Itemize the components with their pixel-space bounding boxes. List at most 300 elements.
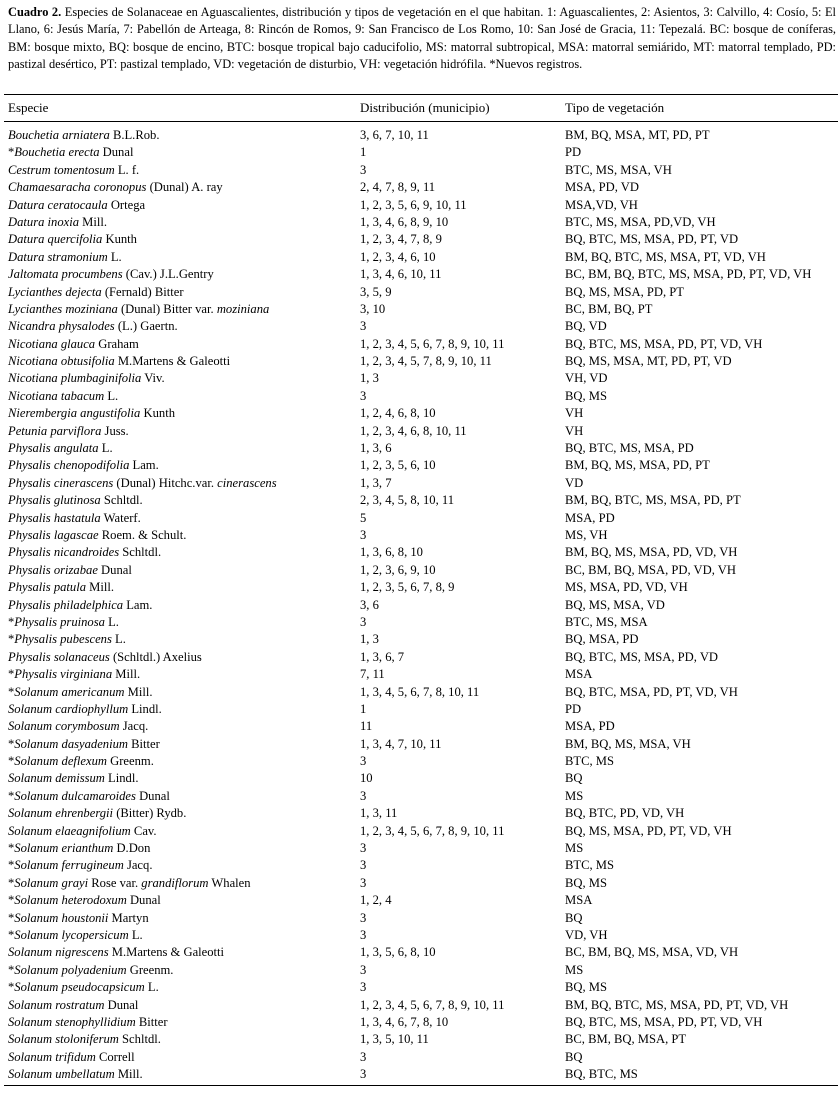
species-name: Physalis cinerascens — [8, 475, 114, 490]
vegetation-cell: BTC, MS — [565, 858, 614, 873]
species-name: Physalis solanaceus — [8, 649, 110, 664]
vegetation-cell: BQ, BTC, MS, MSA, PD, PT, VD, VH — [565, 1014, 763, 1029]
species-author: L. — [107, 249, 122, 264]
species-cell — [8, 179, 223, 196]
species-author: (Dunal) A. ray — [146, 180, 223, 195]
species-cell — [8, 840, 150, 857]
species-cell — [8, 823, 157, 840]
species-cell — [8, 997, 138, 1014]
distribution-cell: 3, 6, 7, 10, 11 — [360, 128, 429, 142]
new-record-mark: * — [8, 980, 15, 995]
table-row — [0, 127, 840, 144]
species-cell — [8, 927, 143, 944]
distribution-cell: 1, 2, 3, 4, 5, 7, 8, 9, 10, 11 — [360, 354, 492, 369]
species-author: L. — [111, 632, 126, 647]
distribution-cell: 1, 3, 7 — [360, 475, 392, 490]
distribution-cell: 3 — [360, 841, 367, 856]
species-cell — [8, 579, 114, 596]
distribution-cell: 1, 3, 4, 6, 7, 8, 10 — [360, 1014, 449, 1029]
species-cell — [8, 336, 139, 353]
species-cell — [8, 684, 152, 701]
distribution-cell: 1, 2, 3, 5, 6, 10 — [360, 458, 436, 473]
species-author: (Dunal) Hitchc.var. — [113, 475, 218, 490]
vegetation-cell: BM, BQ, MS, MSA, PD, VD, VH — [565, 545, 738, 560]
table-row — [0, 736, 840, 753]
vegetation-cell: BC, BM, BQ, PT — [565, 301, 653, 316]
species-name: Physalis orizabae — [8, 562, 98, 577]
vegetation-cell: VH, VD — [565, 371, 608, 386]
table-row — [0, 405, 840, 422]
species-name: Solanum polyadenium — [14, 962, 127, 977]
species-name: Physalis glutinosa — [8, 493, 101, 508]
distribution-cell: 3 — [360, 319, 367, 334]
species-author: Jacq. — [119, 719, 149, 734]
species-cell — [8, 544, 161, 561]
species-cell — [8, 301, 269, 318]
species-author: Schltdl. — [119, 545, 162, 560]
new-record-mark: * — [8, 927, 15, 942]
distribution-cell: 3 — [360, 527, 367, 542]
table-row — [0, 266, 840, 283]
vegetation-cell: BQ, BTC, MS — [565, 1067, 638, 1082]
species-author: (Cav.) J.L.Gentry — [122, 267, 214, 282]
species-author: Schltdl. — [100, 493, 143, 508]
species-author: Lindl. — [104, 771, 139, 786]
vegetation-cell: BTC, MS — [565, 754, 614, 769]
distribution-cell: 2, 4, 7, 8, 9, 11 — [360, 180, 436, 195]
distribution-cell: 1 — [360, 701, 367, 716]
species-cell — [8, 457, 159, 474]
distribution-cell: 1, 3, 4, 6, 8, 9, 10 — [360, 214, 449, 229]
vegetation-cell: MSA, PD — [565, 510, 615, 525]
species-author: Bitter — [135, 1014, 168, 1029]
species-name: Solanum grayi — [14, 875, 89, 890]
vegetation-cell: BM, BQ, BTC, MS, MSA, PT, VD, VH — [565, 249, 766, 264]
species-author: Waterf. — [100, 510, 141, 525]
species-author: Lam. — [123, 597, 153, 612]
species-author: Mill. — [124, 684, 153, 699]
species-author: Bitter — [127, 736, 160, 751]
caption-text: Especies de Solanaceae en Aguascalientes, distribución y tipos de vegetación en el que habitan. 1: Aguascalientes, 2: Asientos, 3: Calvillo, 4: Cosío, 5: El Llano, 6: Jesús María, 7: Pabellón de Arteaga, 8: Rincón de Romos, 9: San Francisco de Los Romo, 10: San José de Gracia, 11: Tepezalá. BC: bosque de coníferas, BM: bosque mixto, BQ: bosque de encino, BTC: bosque tropical bajo caducifolio, MS: matorral subtropical, MSA: matorral semiárido, MT: matorral templado, PD: pastizal desértico, PT: pastizal templado, VD: vegetación de disturbio, VH: vegetación hidrófila. *Nuevos registros. — [8, 5, 836, 72]
species-name: Nicotiana glauca — [8, 336, 96, 351]
distribution-cell: 1, 3, 5, 10, 11 — [360, 1032, 429, 1047]
species-author: (L.) Gaertn. — [114, 319, 178, 334]
distribution-cell: 1, 3, 6, 8, 10 — [360, 545, 423, 560]
new-record-mark: * — [8, 684, 15, 699]
vegetation-cell: BQ, MS — [565, 875, 607, 890]
distribution-cell: 3 — [360, 1067, 367, 1082]
species-cell — [8, 701, 162, 718]
species-author: L. — [98, 441, 113, 456]
species-author: Roem. & Schult. — [98, 527, 187, 542]
table-row — [0, 614, 840, 631]
distribution-cell: 7, 11 — [360, 667, 385, 682]
species-name: Petunia parviflora — [8, 423, 102, 438]
distribution-cell: 1, 3 — [360, 632, 379, 647]
species-name: Solanum corymbosum — [8, 719, 120, 734]
species-author: (Fernald) Bitter — [101, 284, 184, 299]
species-author: L. — [128, 927, 143, 942]
vegetation-cell: BQ, MS, MSA, PD, PT — [565, 284, 684, 299]
vegetation-cell: BQ, BTC, MSA, PD, PT, VD, VH — [565, 684, 738, 699]
distribution-cell: 1, 3, 4, 7, 10, 11 — [360, 736, 442, 751]
species-cell — [8, 736, 160, 753]
species-cell — [8, 1014, 168, 1031]
species-author: Juss. — [101, 423, 129, 438]
vegetation-cell: VD, VH — [565, 927, 608, 942]
species-name: Cestrum tomentosum — [8, 162, 115, 177]
vegetation-cell: BQ, BTC, MS, MSA, PD, PT, VD, VH — [565, 336, 763, 351]
new-record-mark: * — [8, 962, 15, 977]
header-species: Especie — [8, 100, 49, 115]
vegetation-cell: BQ, MS — [565, 980, 607, 995]
distribution-cell: 1, 3, 6, 7 — [360, 649, 405, 664]
table-row — [0, 249, 840, 266]
species-cell — [8, 510, 141, 527]
vegetation-cell: BM, BQ, MS, MSA, VH — [565, 736, 691, 751]
species-author: Correll — [95, 1049, 135, 1064]
species-author: M.Martens & Galeotti — [114, 354, 231, 369]
species-cell — [8, 788, 170, 805]
vegetation-cell: BQ, VD — [565, 319, 607, 334]
table-row — [0, 962, 840, 979]
species-name: Solanum heterodoxum — [14, 893, 127, 908]
species-cell — [8, 805, 186, 822]
species-name: grandiflorum — [141, 875, 209, 890]
table-row — [0, 231, 840, 248]
species-cell — [8, 1031, 161, 1048]
species-name: Nicotiana obtusifolia — [8, 354, 115, 369]
species-author: Mill. — [114, 1067, 143, 1082]
species-cell — [8, 423, 129, 440]
table-row — [0, 701, 840, 718]
distribution-cell: 3 — [360, 788, 367, 803]
distribution-cell: 5 — [360, 510, 367, 525]
species-cell — [8, 649, 202, 666]
distribution-cell: 1, 2, 3, 5, 6, 7, 8, 9 — [360, 580, 455, 595]
species-cell — [8, 1066, 143, 1083]
distribution-cell: 1, 2, 3, 4, 5, 6, 7, 8, 9, 10, 11 — [360, 336, 505, 351]
species-cell — [8, 127, 159, 144]
species-cell — [8, 597, 152, 614]
table-row — [0, 770, 840, 787]
new-record-mark: * — [8, 788, 15, 803]
species-name: Solanum lycopersicum — [14, 927, 129, 942]
table-row — [0, 440, 840, 457]
species-cell — [8, 318, 178, 335]
species-cell — [8, 562, 132, 579]
species-author: Lam. — [129, 458, 159, 473]
species-name: Lycianthes dejecta — [8, 284, 102, 299]
distribution-cell: 3, 10 — [360, 301, 386, 316]
species-name: Nierembergia angustifolia — [8, 406, 141, 421]
species-name: Nicotiana plumbaginifolia — [8, 371, 142, 386]
table-row — [0, 979, 840, 996]
vegetation-cell: BM, BQ, BTC, MS, MSA, PD, PT, VD, VH — [565, 997, 789, 1012]
species-cell — [8, 353, 230, 370]
species-cell — [8, 910, 149, 927]
distribution-cell: 1, 3, 4, 6, 10, 11 — [360, 267, 442, 282]
vegetation-cell: BM, BQ, MS, MSA, PD, PT — [565, 458, 710, 473]
vegetation-cell: BQ — [565, 1049, 583, 1064]
new-record-mark: * — [8, 893, 15, 908]
vegetation-cell: BTC, MS, MSA, VH — [565, 162, 672, 177]
table-row — [0, 1066, 840, 1083]
species-author: Graham — [95, 336, 139, 351]
table-row — [0, 144, 840, 161]
vegetation-cell: MSA, PD, VD — [565, 180, 639, 195]
species-cell — [8, 753, 154, 770]
table-row — [0, 579, 840, 596]
species-name: Solanum nigrescens — [8, 945, 109, 960]
distribution-cell: 3 — [360, 962, 367, 977]
vegetation-cell: BQ, MS, MSA, PD, PT, VD, VH — [565, 823, 732, 838]
species-author: L. — [144, 980, 159, 995]
table-row — [0, 666, 840, 683]
table-row — [0, 927, 840, 944]
species-name: Bouchetia arniatera — [8, 128, 110, 142]
species-cell — [8, 284, 184, 301]
table-row — [0, 753, 840, 770]
species-author: (Schltdl.) Axelius — [109, 649, 202, 664]
species-name: Solanum cardiophyllum — [8, 701, 129, 716]
vegetation-cell: BC, BM, BQ, BTC, MS, MSA, PD, PT, VD, VH — [565, 267, 812, 282]
species-author: Kunth — [102, 232, 137, 247]
species-name: Solanum pseudocapsicum — [14, 980, 145, 995]
caption-label: Cuadro 2. — [8, 5, 62, 19]
table-row — [0, 388, 840, 405]
species-cell — [8, 614, 119, 631]
species-name: Nicotiana tabacum — [8, 388, 105, 403]
species-author: Rose var. — [88, 875, 142, 890]
vegetation-cell: MSA,VD, VH — [565, 197, 638, 212]
new-record-mark: * — [8, 736, 15, 751]
species-author: Dunal — [135, 788, 170, 803]
distribution-cell: 1, 2, 4 — [360, 893, 392, 908]
species-cell — [8, 388, 118, 405]
vegetation-cell: BTC, MS, MSA, PD,VD, VH — [565, 214, 716, 229]
species-name: Solanum elaeagnifolium — [8, 823, 131, 838]
table-row — [0, 1049, 840, 1066]
species-cell — [8, 231, 137, 248]
species-author: L. f. — [114, 162, 140, 177]
vegetation-cell: MS, MSA, PD, VD, VH — [565, 580, 688, 595]
distribution-cell: 1, 2, 3, 4, 5, 6, 7, 8, 9, 10, 11 — [360, 823, 505, 838]
table-row — [0, 179, 840, 196]
species-name: Bouchetia erecta — [14, 145, 100, 160]
species-author: L. — [104, 388, 119, 403]
table-row — [0, 544, 840, 561]
species-cell — [8, 631, 126, 648]
species-name: Physalis hastatula — [8, 510, 101, 525]
species-cell — [8, 875, 251, 892]
species-author: (Dunal) Bitter var. — [117, 301, 217, 316]
table-row — [0, 423, 840, 440]
table-row — [0, 1031, 840, 1048]
species-name: Physalis lagascae — [8, 527, 99, 542]
distribution-cell: 3 — [360, 980, 367, 995]
species-name: Solanum houstonii — [14, 910, 109, 925]
vegetation-cell: MSA — [565, 893, 593, 908]
vegetation-cell: VH — [565, 423, 584, 438]
species-author: Dunal — [126, 893, 161, 908]
new-record-mark: * — [8, 614, 15, 629]
table-caption — [8, 4, 836, 74]
distribution-cell: 3 — [360, 754, 367, 769]
vegetation-cell: MSA — [565, 667, 593, 682]
distribution-cell: 3 — [360, 162, 367, 177]
table-row — [0, 597, 840, 614]
distribution-cell: 1, 2, 3, 6, 9, 10 — [360, 562, 436, 577]
species-cell — [8, 770, 139, 787]
distribution-cell: 3, 6 — [360, 597, 379, 612]
table-row — [0, 997, 840, 1014]
species-cell — [8, 666, 140, 683]
species-cell — [8, 162, 139, 179]
vegetation-cell: BQ, MS — [565, 388, 607, 403]
species-author: B.L.Rob. — [109, 128, 160, 142]
species-cell — [8, 475, 277, 492]
species-cell — [8, 405, 175, 422]
distribution-cell: 1, 2, 3, 5, 6, 9, 10, 11 — [360, 197, 467, 212]
distribution-cell: 1, 3, 5, 6, 8, 10 — [360, 945, 436, 960]
vegetation-cell: BM, BQ, MSA, MT, PD, PT — [565, 128, 710, 142]
species-name: cinerascens — [217, 475, 277, 490]
table-row — [0, 944, 840, 961]
new-record-mark: * — [8, 910, 15, 925]
species-name: Physalis patula — [8, 580, 87, 595]
new-record-mark: * — [8, 875, 15, 890]
species-author: Greenm. — [106, 754, 154, 769]
species-name: Solanum stoloniferum — [8, 1032, 119, 1047]
species-name: Physalis nicandroides — [8, 545, 120, 560]
vegetation-cell: BQ, BTC, MS, MSA, PD — [565, 441, 694, 456]
species-author: Dunal — [99, 145, 134, 160]
new-record-mark: * — [8, 841, 15, 856]
vegetation-cell: PD — [565, 701, 582, 716]
species-name: Physalis chenopodifolia — [8, 458, 130, 473]
distribution-cell: 1, 3, 6 — [360, 441, 392, 456]
table-body — [0, 127, 840, 1083]
species-author: Kunth — [140, 406, 175, 421]
species-cell — [8, 944, 224, 961]
species-name: Nicandra physalodes — [8, 319, 115, 334]
species-name: Physalis angulata — [8, 441, 99, 456]
distribution-cell: 1, 2, 3, 4, 6, 8, 10, 11 — [360, 423, 467, 438]
species-name: Solanum ehrenbergii — [8, 806, 114, 821]
species-name: Solanum ferrugineum — [14, 858, 124, 873]
table-row — [0, 527, 840, 544]
distribution-cell: 2, 3, 4, 5, 8, 10, 11 — [360, 493, 454, 508]
species-cell — [8, 527, 186, 544]
vegetation-cell: BQ, BTC, MS, MSA, PD, VD — [565, 649, 719, 664]
table-row — [0, 197, 840, 214]
species-name: Solanum erianthum — [14, 841, 114, 856]
table-row — [0, 492, 840, 509]
species-name: Chamaesaracha coronopus — [8, 180, 147, 195]
vegetation-cell: VH — [565, 406, 584, 421]
species-cell — [8, 370, 165, 387]
table-row — [0, 336, 840, 353]
table-row — [0, 649, 840, 666]
species-author: Lindl. — [128, 701, 162, 716]
species-author: Mill. — [112, 667, 141, 682]
distribution-cell: 1, 2, 4, 6, 8, 10 — [360, 406, 436, 421]
table-row — [0, 788, 840, 805]
new-record-mark: * — [8, 667, 15, 682]
species-cell — [8, 892, 161, 909]
header-vegetation: Tipo de vegetación — [565, 100, 665, 115]
species-author: Jacq. — [123, 858, 153, 873]
distribution-cell: 1, 2, 3, 4, 5, 6, 7, 8, 9, 10, 11 — [360, 997, 505, 1012]
table-row — [0, 318, 840, 335]
distribution-cell: 1, 2, 3, 4, 6, 10 — [360, 249, 436, 264]
species-name: Datura quercifolia — [8, 232, 103, 247]
species-author: Cav. — [130, 823, 157, 838]
species-name: Lycianthes moziniana — [8, 301, 118, 316]
species-name: Solanum demissum — [8, 771, 105, 786]
table-row — [0, 214, 840, 231]
species-author: L. — [104, 614, 119, 629]
table-row — [0, 457, 840, 474]
species-name: Solanum rostratum — [8, 997, 105, 1012]
distribution-cell: 1, 3, 11 — [360, 806, 398, 821]
species-name: Solanum stenophyllidium — [8, 1014, 136, 1029]
vegetation-cell: BC, BM, BQ, MSA, PT — [565, 1032, 687, 1047]
species-cell — [8, 144, 133, 161]
species-cell — [8, 197, 145, 214]
table-row — [0, 1014, 840, 1031]
species-author: Mill. — [79, 214, 108, 229]
vegetation-cell: BQ, BTC, MS, MSA, PD, PT, VD — [565, 232, 739, 247]
species-author: D.Don — [113, 841, 151, 856]
vegetation-cell: PD — [565, 145, 582, 160]
new-record-mark: * — [8, 145, 15, 160]
vegetation-cell: MS, VH — [565, 527, 608, 542]
species-author: Schltdl. — [118, 1032, 161, 1047]
table-row — [0, 353, 840, 370]
table-row — [0, 162, 840, 179]
vegetation-cell: MS — [565, 841, 584, 856]
species-name: Datura inoxia — [8, 214, 80, 229]
vegetation-cell: BQ, MS, MSA, VD — [565, 597, 665, 612]
table-bottom-rule — [4, 1085, 838, 1086]
table-row — [0, 301, 840, 318]
species-name: Solanum dasyadenium — [14, 736, 128, 751]
vegetation-cell: BQ, MS, MSA, MT, PD, PT, VD — [565, 354, 732, 369]
table-row — [0, 475, 840, 492]
table-row — [0, 857, 840, 874]
distribution-cell: 1, 2, 3, 4, 7, 8, 9 — [360, 232, 442, 247]
vegetation-cell: BC, BM, BQ, MS, MSA, VD, VH — [565, 945, 739, 960]
vegetation-cell: MSA, PD — [565, 719, 615, 734]
species-name: Solanum umbellatum — [8, 1067, 115, 1082]
species-cell — [8, 214, 107, 231]
distribution-cell: 1, 3, 4, 5, 6, 7, 8, 10, 11 — [360, 684, 480, 699]
distribution-cell: 10 — [360, 771, 373, 786]
vegetation-cell: VD — [565, 475, 584, 490]
table-row — [0, 910, 840, 927]
distribution-cell: 1, 3 — [360, 371, 379, 386]
vegetation-cell: BQ — [565, 910, 583, 925]
species-name: Solanum deflexum — [14, 754, 107, 769]
new-record-mark: * — [8, 754, 15, 769]
table-row — [0, 631, 840, 648]
species-cell — [8, 440, 113, 457]
species-author: Ortega — [107, 197, 146, 212]
vegetation-cell: MS — [565, 788, 584, 803]
species-author: Whalen — [208, 875, 251, 890]
